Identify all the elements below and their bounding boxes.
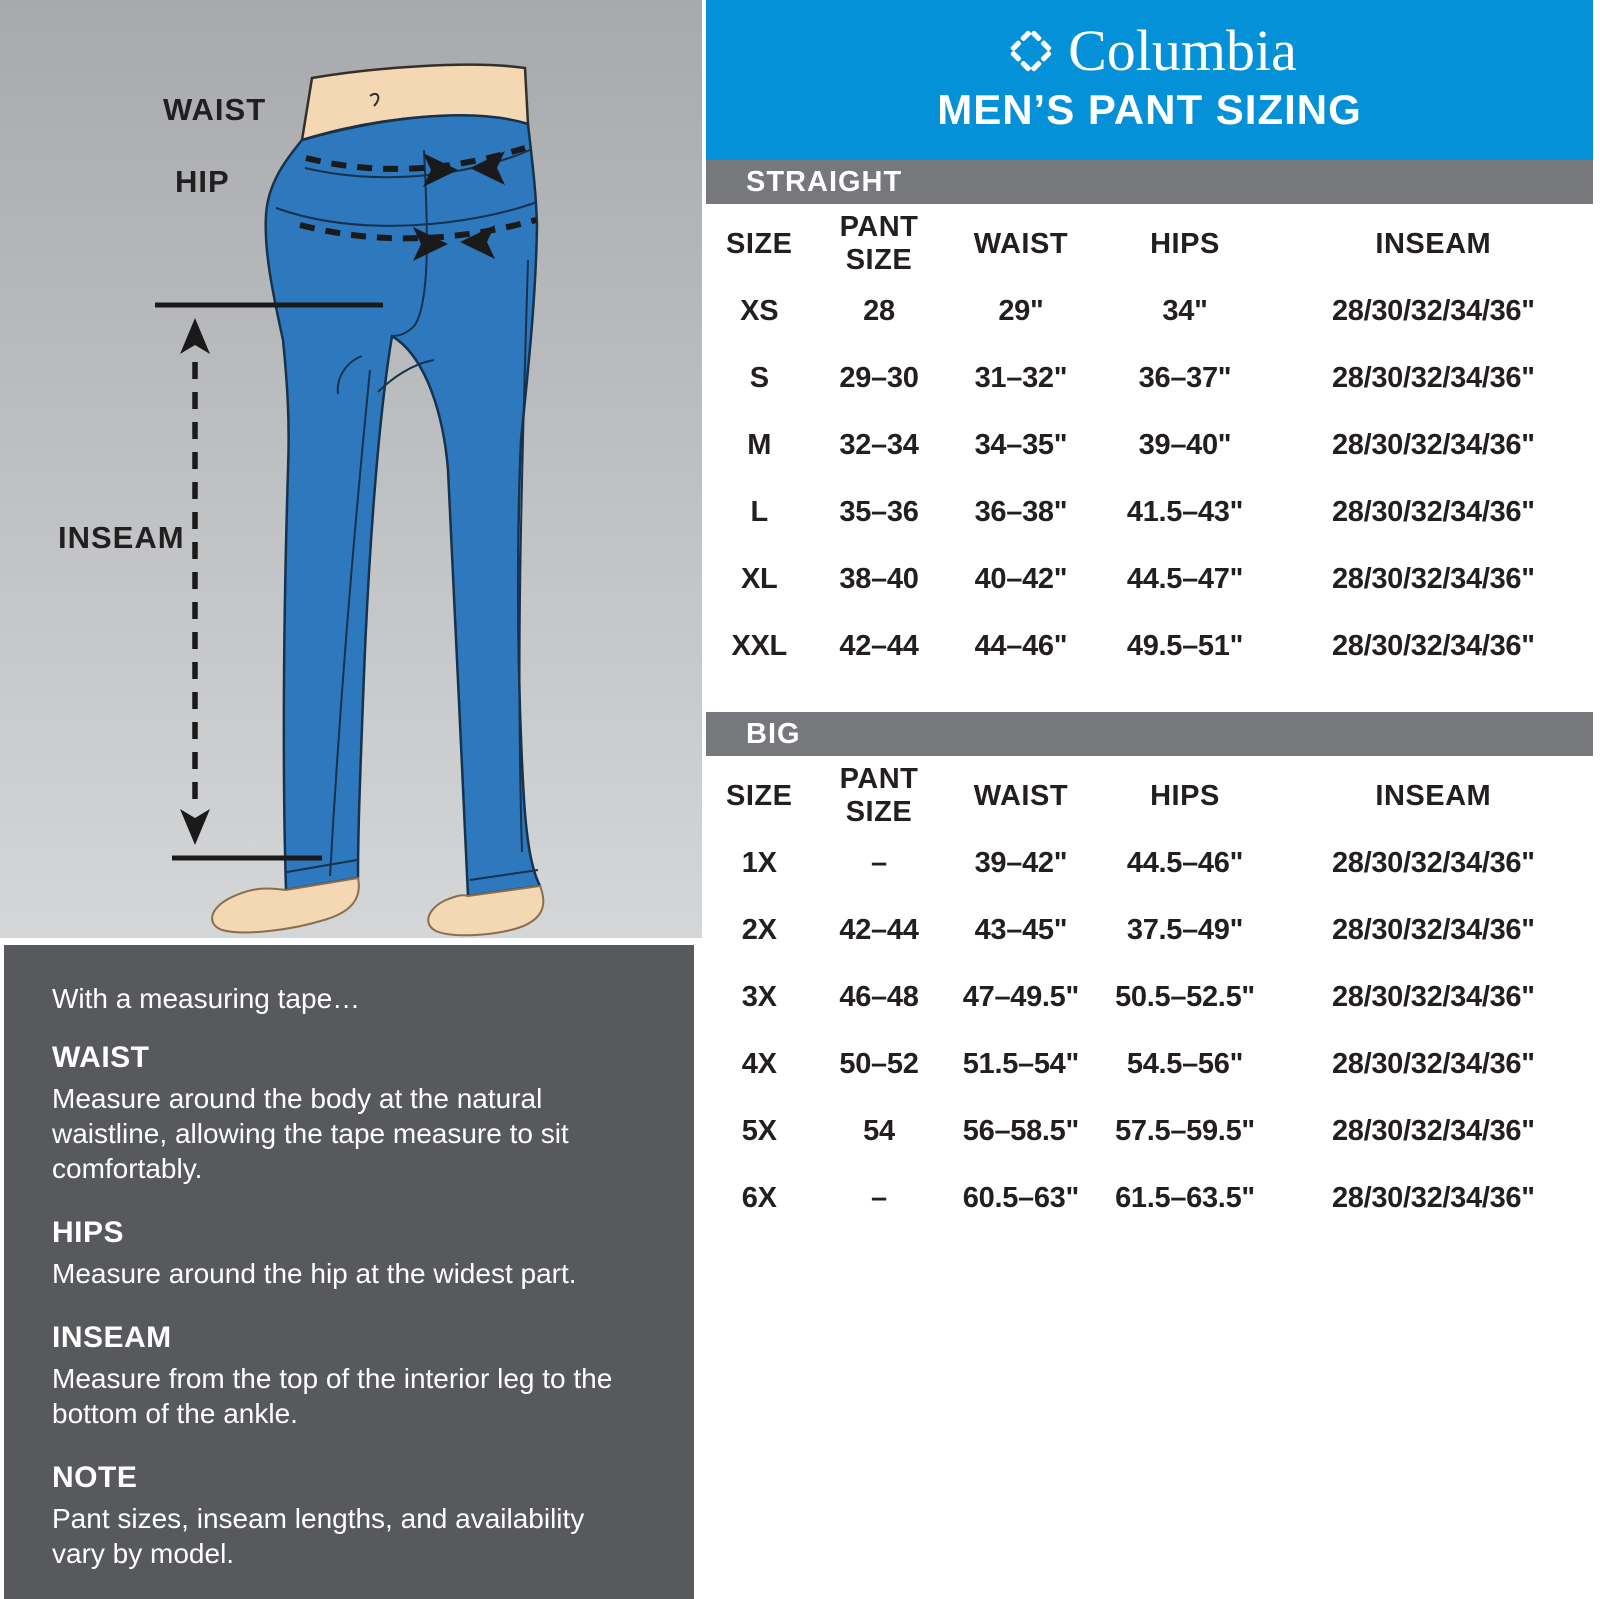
hip-label: HIP: [175, 164, 230, 199]
table-cell: 44.5–47": [1126, 563, 1244, 595]
table-cell: 54.5–56": [1126, 1048, 1244, 1080]
table-cell: 28/30/32/34/36": [1331, 429, 1535, 461]
table-cell: 54: [863, 1115, 895, 1147]
table-cell: L: [750, 496, 768, 528]
table-cell: 28/30/32/34/36": [1331, 981, 1535, 1013]
table-cell: 28/30/32/34/36": [1331, 1182, 1535, 1214]
table-row: [706, 1031, 1593, 1098]
table-cell: 42–44: [839, 914, 919, 946]
section-bar-straight: STRAIGHT: [706, 160, 1593, 204]
table-cell: 39–42": [974, 847, 1068, 879]
sizing-tables-panel: [706, 0, 1593, 1599]
table-cell: 29": [998, 295, 1044, 327]
table-row: [706, 613, 1593, 680]
table-cell: 2X: [741, 914, 777, 946]
instruction-heading: INSEAM: [52, 1321, 172, 1354]
waist-label: WAIST: [163, 92, 267, 127]
table-row: [706, 897, 1593, 964]
column-header: SIZE: [725, 227, 793, 260]
table-cell: XL: [740, 563, 778, 595]
column-header: WAIST: [973, 227, 1069, 260]
table-cell: XS: [740, 295, 779, 327]
big-size-table: [706, 762, 1593, 1232]
columbia-gem-logo-icon: [1002, 22, 1060, 80]
table-cell: 57.5–59.5": [1115, 1115, 1255, 1147]
table-cell: 35–36: [839, 496, 919, 528]
table-cell: 43–45": [974, 914, 1068, 946]
table-cell: 34–35": [974, 429, 1068, 461]
table-cell: 44.5–46": [1126, 847, 1244, 879]
table-row: [706, 479, 1593, 546]
instruction-heading: HIPS: [52, 1216, 125, 1249]
table-cell: 31–32": [974, 362, 1068, 394]
table-cell: 28/30/32/34/36": [1331, 1115, 1535, 1147]
table-cell: 28/30/32/34/36": [1331, 295, 1535, 327]
table-cell: 29–30: [839, 362, 919, 394]
table-cell: 41.5–43": [1126, 496, 1244, 528]
table-cell: 4X: [741, 1048, 777, 1080]
table-cell: 6X: [741, 1182, 777, 1214]
straight-size-table: [706, 210, 1593, 680]
measuring-instructions-box: [4, 945, 694, 1599]
instruction-hips: [52, 1216, 639, 1291]
table-cell: 39–40": [1138, 429, 1232, 461]
table-cell: 38–40: [839, 563, 919, 595]
table-row: [706, 278, 1593, 345]
instruction-body: Measure from the top of the interior leg to the bottom of the ankle.: [52, 1363, 613, 1429]
table-cell: M: [747, 429, 772, 461]
table-cell: 37.5–49": [1126, 914, 1244, 946]
table-cell: –: [871, 1182, 887, 1214]
inseam-label: INSEAM: [58, 520, 185, 555]
table-cell: 36–37": [1138, 362, 1232, 394]
table-row: [706, 345, 1593, 412]
table-cell: 28/30/32/34/36": [1331, 914, 1535, 946]
table-cell: XXL: [731, 630, 787, 662]
table-row: [706, 964, 1593, 1031]
table-cell: 61.5–63.5": [1115, 1182, 1255, 1214]
pant-measurement-illustration: [0, 0, 702, 938]
table-row: [706, 830, 1593, 897]
column-header: HIPS: [1150, 227, 1220, 260]
table-cell: 28/30/32/34/36": [1331, 563, 1535, 595]
table-cell: 36–38": [974, 496, 1068, 528]
brand-logo: [706, 18, 1593, 83]
section-bar-big: BIG: [706, 712, 1593, 756]
table-cell: 49.5–51": [1126, 630, 1244, 662]
table-row: [706, 412, 1593, 479]
column-header: PANT SIZE: [839, 763, 919, 828]
brand-name: Columbia: [1068, 18, 1297, 83]
table-cell: 56–58.5": [962, 1115, 1079, 1147]
table-cell: 40–42": [974, 563, 1068, 595]
instruction-body: Pant sizes, inseam lengths, and availability vary by model.: [52, 1503, 585, 1569]
column-header: SIZE: [725, 779, 793, 812]
table-cell: 34": [1162, 295, 1208, 327]
table-cell: 28/30/32/34/36": [1331, 630, 1535, 662]
column-header: WAIST: [973, 779, 1069, 812]
header-row: [706, 210, 1593, 278]
column-header: INSEAM: [1375, 779, 1492, 812]
pant-diagram: [0, 0, 702, 938]
pants-shape: [266, 115, 540, 896]
table-cell: 50–52: [839, 1048, 919, 1080]
table-cell: 42–44: [839, 630, 919, 662]
table-cell: 28/30/32/34/36": [1331, 1048, 1535, 1080]
instruction-inseam: [52, 1321, 639, 1431]
instruction-heading: WAIST: [52, 1041, 150, 1074]
table-row: [706, 546, 1593, 613]
brand-header: [706, 0, 1593, 160]
table-cell: 51.5–54": [962, 1048, 1079, 1080]
table-cell: 28/30/32/34/36": [1331, 362, 1535, 394]
table-cell: 28/30/32/34/36": [1331, 847, 1535, 879]
table-cell: 28: [863, 295, 895, 327]
column-header: PANT SIZE: [839, 211, 919, 276]
instruction-waist: [52, 1041, 639, 1186]
table-cell: 47–49.5": [962, 981, 1079, 1013]
table-cell: 46–48: [839, 981, 919, 1013]
table-cell: 44–46": [974, 630, 1068, 662]
column-header: INSEAM: [1375, 227, 1492, 260]
table-cell: 50.5–52.5": [1115, 981, 1255, 1013]
table-row: [706, 1098, 1593, 1165]
table-cell: 60.5–63": [962, 1182, 1079, 1214]
instruction-body: Measure around the body at the natural waistline, allowing the tape measure to sit comfortably.: [52, 1083, 569, 1184]
instruction-note: [52, 1461, 639, 1571]
table-cell: 5X: [741, 1115, 777, 1147]
table-cell: 1X: [741, 847, 777, 879]
table-cell: S: [749, 362, 769, 394]
page-title: MEN’S PANT SIZING: [937, 86, 1362, 133]
table-cell: 32–34: [839, 429, 919, 461]
header-row: [706, 762, 1593, 830]
table-cell: 3X: [741, 981, 777, 1013]
instruction-heading: NOTE: [52, 1461, 138, 1494]
table-cell: 28/30/32/34/36": [1331, 496, 1535, 528]
table-cell: –: [871, 847, 887, 879]
instructions-intro: With a measuring tape…: [52, 983, 361, 1014]
column-header: HIPS: [1150, 779, 1220, 812]
instruction-body: Measure around the hip at the widest part.: [52, 1258, 577, 1289]
table-row: [706, 1165, 1593, 1232]
